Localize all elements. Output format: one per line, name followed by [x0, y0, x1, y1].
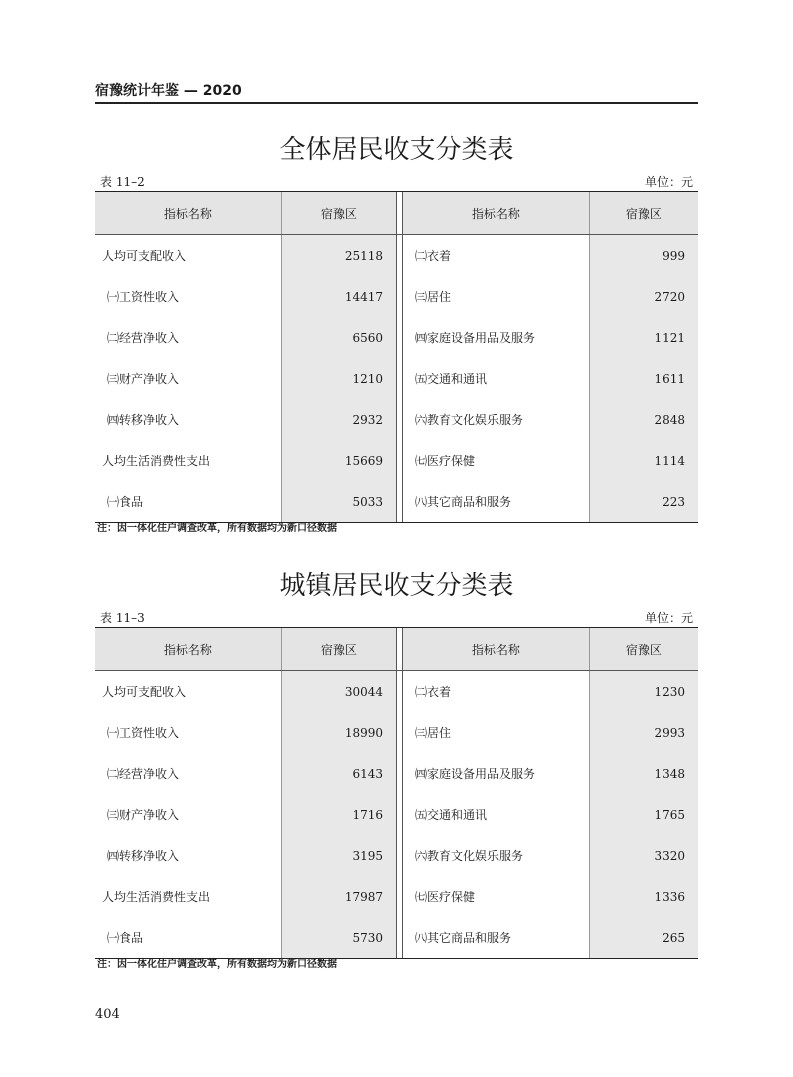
column-separator	[396, 317, 403, 358]
table-row	[95, 753, 698, 794]
row-value: 1765	[589, 794, 698, 835]
table-row	[95, 440, 698, 481]
table-title: 城镇居民收支分类表	[279, 571, 514, 601]
data-table	[95, 627, 698, 959]
table-number: 表 11–3	[100, 611, 145, 625]
row-value: 1348	[589, 753, 698, 794]
column-separator	[396, 753, 403, 794]
table-note: 注：因一体化住户调查改革，所有数据均为新口径数据	[97, 523, 337, 534]
row-value: 1336	[589, 876, 698, 917]
table-meta	[95, 610, 698, 626]
row-value: 999	[589, 235, 698, 276]
row-label: ㈤交通和通讯	[414, 808, 487, 822]
table-row	[95, 358, 698, 399]
column-separator	[396, 628, 403, 670]
row-label: ㈠食品	[107, 931, 144, 945]
column-header: 宿豫区	[281, 628, 396, 670]
table-row	[95, 399, 698, 440]
row-label: ㈠工资性收入	[107, 726, 180, 740]
row-label: 人均可支配收入	[102, 249, 187, 263]
row-label: ㈤交通和通讯	[414, 372, 487, 386]
row-value: 2932	[281, 399, 396, 440]
row-value: 2848	[589, 399, 698, 440]
row-value: 1611	[589, 358, 698, 399]
table-unit: 单位：元	[644, 611, 693, 625]
row-value: 3320	[589, 835, 698, 876]
table-note: 注：因一体化住户调查改革，所有数据均为新口径数据	[97, 959, 337, 970]
row-label: ㈣家庭设备用品及服务	[414, 331, 535, 345]
row-value: 17987	[281, 876, 396, 917]
column-separator	[396, 440, 403, 481]
row-label: 人均生活消费性支出	[102, 890, 211, 904]
row-value: 15669	[281, 440, 396, 481]
row-value: 3195	[281, 835, 396, 876]
table-row	[95, 481, 698, 522]
row-value: 2720	[589, 276, 698, 317]
column-separator	[396, 917, 403, 958]
table-header-row	[95, 192, 698, 235]
column-separator	[396, 235, 403, 276]
page-number: 404	[95, 1007, 120, 1022]
row-label: ㈢居住	[414, 290, 451, 304]
row-label: ㈣转移净收入	[107, 413, 180, 427]
column-separator	[396, 481, 403, 522]
table-number: 表 11–2	[100, 175, 145, 189]
row-label: ㈦医疗保健	[414, 890, 475, 904]
column-header: 宿豫区	[589, 192, 698, 234]
row-value: 1230	[589, 671, 698, 712]
column-header: 指标名称	[163, 206, 212, 221]
column-header: 宿豫区	[589, 628, 698, 670]
table-meta	[95, 174, 698, 190]
row-label: ㈥教育文化娱乐服务	[414, 849, 523, 863]
row-value: 18990	[281, 712, 396, 753]
table-row	[95, 235, 698, 276]
row-label: ㈠工资性收入	[107, 290, 180, 304]
row-label: ㈡衣着	[414, 685, 451, 699]
column-separator	[396, 671, 403, 712]
row-label: ㈢财产净收入	[107, 808, 180, 822]
row-value: 14417	[281, 276, 396, 317]
column-header: 指标名称	[471, 642, 520, 657]
row-label: 人均可支配收入	[102, 685, 187, 699]
column-header: 宿豫区	[281, 192, 396, 234]
row-value: 30044	[281, 671, 396, 712]
table-unit: 单位：元	[644, 175, 693, 189]
row-value: 2993	[589, 712, 698, 753]
table-row	[95, 835, 698, 876]
table-row	[95, 317, 698, 358]
row-label: ㈡衣着	[414, 249, 451, 263]
table-row	[95, 276, 698, 317]
row-value: 1210	[281, 358, 396, 399]
row-value: 1716	[281, 794, 396, 835]
row-value: 6143	[281, 753, 396, 794]
row-label: ㈢居住	[414, 726, 451, 740]
table-row	[95, 794, 698, 835]
table-row	[95, 917, 698, 958]
row-label: ㈡经营净收入	[107, 331, 180, 345]
row-label: ㈡经营净收入	[107, 767, 180, 781]
row-label: ㈣转移净收入	[107, 849, 180, 863]
row-label: ㈦医疗保健	[414, 454, 475, 468]
column-separator	[396, 358, 403, 399]
table-title: 全体居民收支分类表	[279, 135, 514, 165]
table-row	[95, 712, 698, 753]
table-header-row	[95, 628, 698, 671]
row-label: ㈥教育文化娱乐服务	[414, 413, 523, 427]
data-table	[95, 191, 698, 523]
table-row	[95, 671, 698, 712]
row-value: 265	[589, 917, 698, 958]
row-value: 6560	[281, 317, 396, 358]
row-label: 人均生活消费性支出	[102, 454, 211, 468]
row-label: ㈢财产净收入	[107, 372, 180, 386]
column-separator	[396, 399, 403, 440]
column-separator	[396, 835, 403, 876]
column-separator	[396, 276, 403, 317]
column-header: 指标名称	[163, 642, 212, 657]
row-value: 5033	[281, 481, 396, 522]
row-label: ㈠食品	[107, 495, 144, 509]
row-label: ㈣家庭设备用品及服务	[414, 767, 535, 781]
column-header: 指标名称	[471, 206, 520, 221]
table-row	[95, 876, 698, 917]
row-label: ㈧其它商品和服务	[414, 495, 511, 509]
running-header: 宿豫统计年鉴 — 2020	[95, 82, 698, 104]
row-value: 5730	[281, 917, 396, 958]
column-separator	[396, 712, 403, 753]
row-label: ㈧其它商品和服务	[414, 931, 511, 945]
row-value: 1114	[589, 440, 698, 481]
row-value: 223	[589, 481, 698, 522]
column-separator	[396, 192, 403, 234]
row-value: 25118	[281, 235, 396, 276]
row-value: 1121	[589, 317, 698, 358]
column-separator	[396, 876, 403, 917]
column-separator	[396, 794, 403, 835]
